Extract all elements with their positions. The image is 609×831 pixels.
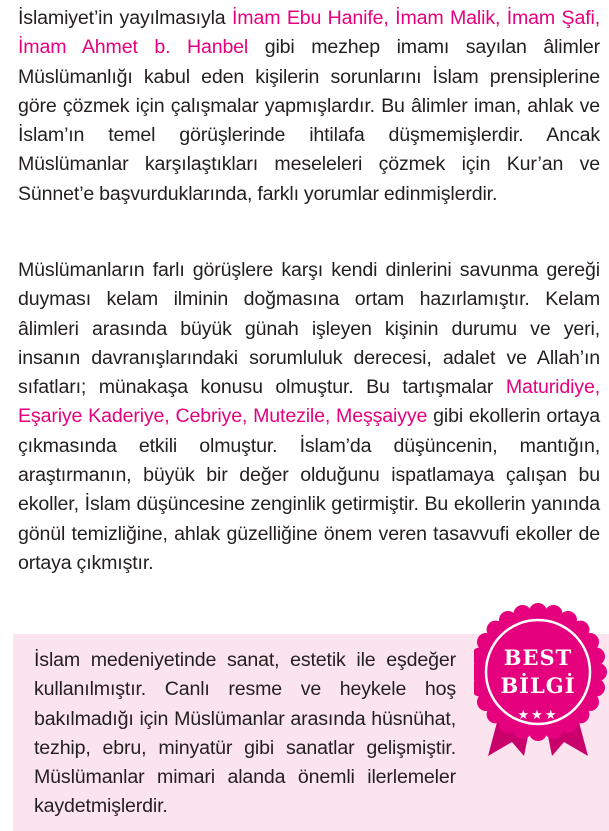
paragraph2-text-end: gibi ekollerin ortaya çıkmasında etkili olmuştur. İslam’da düşüncenin, mantığın, araştırmanın, büyük bir değer olduğunu ispatlamaya çalışan bu ekoller, İslam düşüncesine zenginlik getirmiştir. Bu ekollerin yanında gönül temizliğine, ahlak güzelliğine önem veren tasavvufi ekoller de ortaya çıkmıştır. — [18, 405, 600, 574]
paragraph-kelam-schools — [18, 256, 600, 578]
paragraph-mezhep-imams — [18, 4, 600, 209]
info-box-text: İslam medeniyetinde sanat, estetik ile eşdeğer kullanılmıştır. Canlı resme ve heykele hoş bakılmadığı için Müslümanlar arasında hüsnühat, tezhip, ebru, minyatür gibi sanatlar gelişmiştir. Müslümanlar mimari alanda önemli ilerlemeler kaydetmişlerdir. — [34, 649, 456, 818]
badge-best-label: BEST — [503, 645, 573, 670]
paragraph1-text-start: İslamiyet’in yayılmasıyla — [18, 7, 232, 29]
best-bilgi-badge — [474, 596, 609, 756]
paragraph2-text-start: Müslümanların farlı görüşlere karşı kendi dinlerini savunma gereği duyması kelam ilminin doğmasına ortam hazırlamıştır. Kelam âlimleri arasında büyük günah işleyen kişinin durumu ve yeri, insanın davranışlarındaki sorumluluk derecesi, adalet ve Allah’ın sıfatları; münakaşa konusu olmuştur. Bu tartışmalar — [18, 259, 600, 399]
paragraph1-text-end: gibi mezhep imamı sayılan âlimler Müslümanlığı kabul eden kişilerin sorunlarını İslam prensiplerine göre çözmek için çalışmalar yapmışlardır. Bu âlimler iman, ahlak ve İslam’ın temel görüşlerinde ihtilafa düşmemişlerdir. Ancak Müslümanlar karşılaştıkları meseleleri çözmek için Kur’an ve Sünnet’e başvurduklarında, farklı yorumlar edinmişlerdir. — [18, 36, 600, 205]
badge-bilgi-label: BİLGİ — [500, 673, 576, 698]
imam-names-highlight: İmam Ebu Hanife, İmam Malik, İmam Şafi, İmam Ahmet b. Hanbel — [18, 7, 600, 59]
school-names-highlight: Maturidiye, Eşariye Kaderiye, Cebriye, Mutezile, Meşşaiyye — [18, 376, 600, 428]
star-icon: ★★★ — [517, 707, 559, 722]
